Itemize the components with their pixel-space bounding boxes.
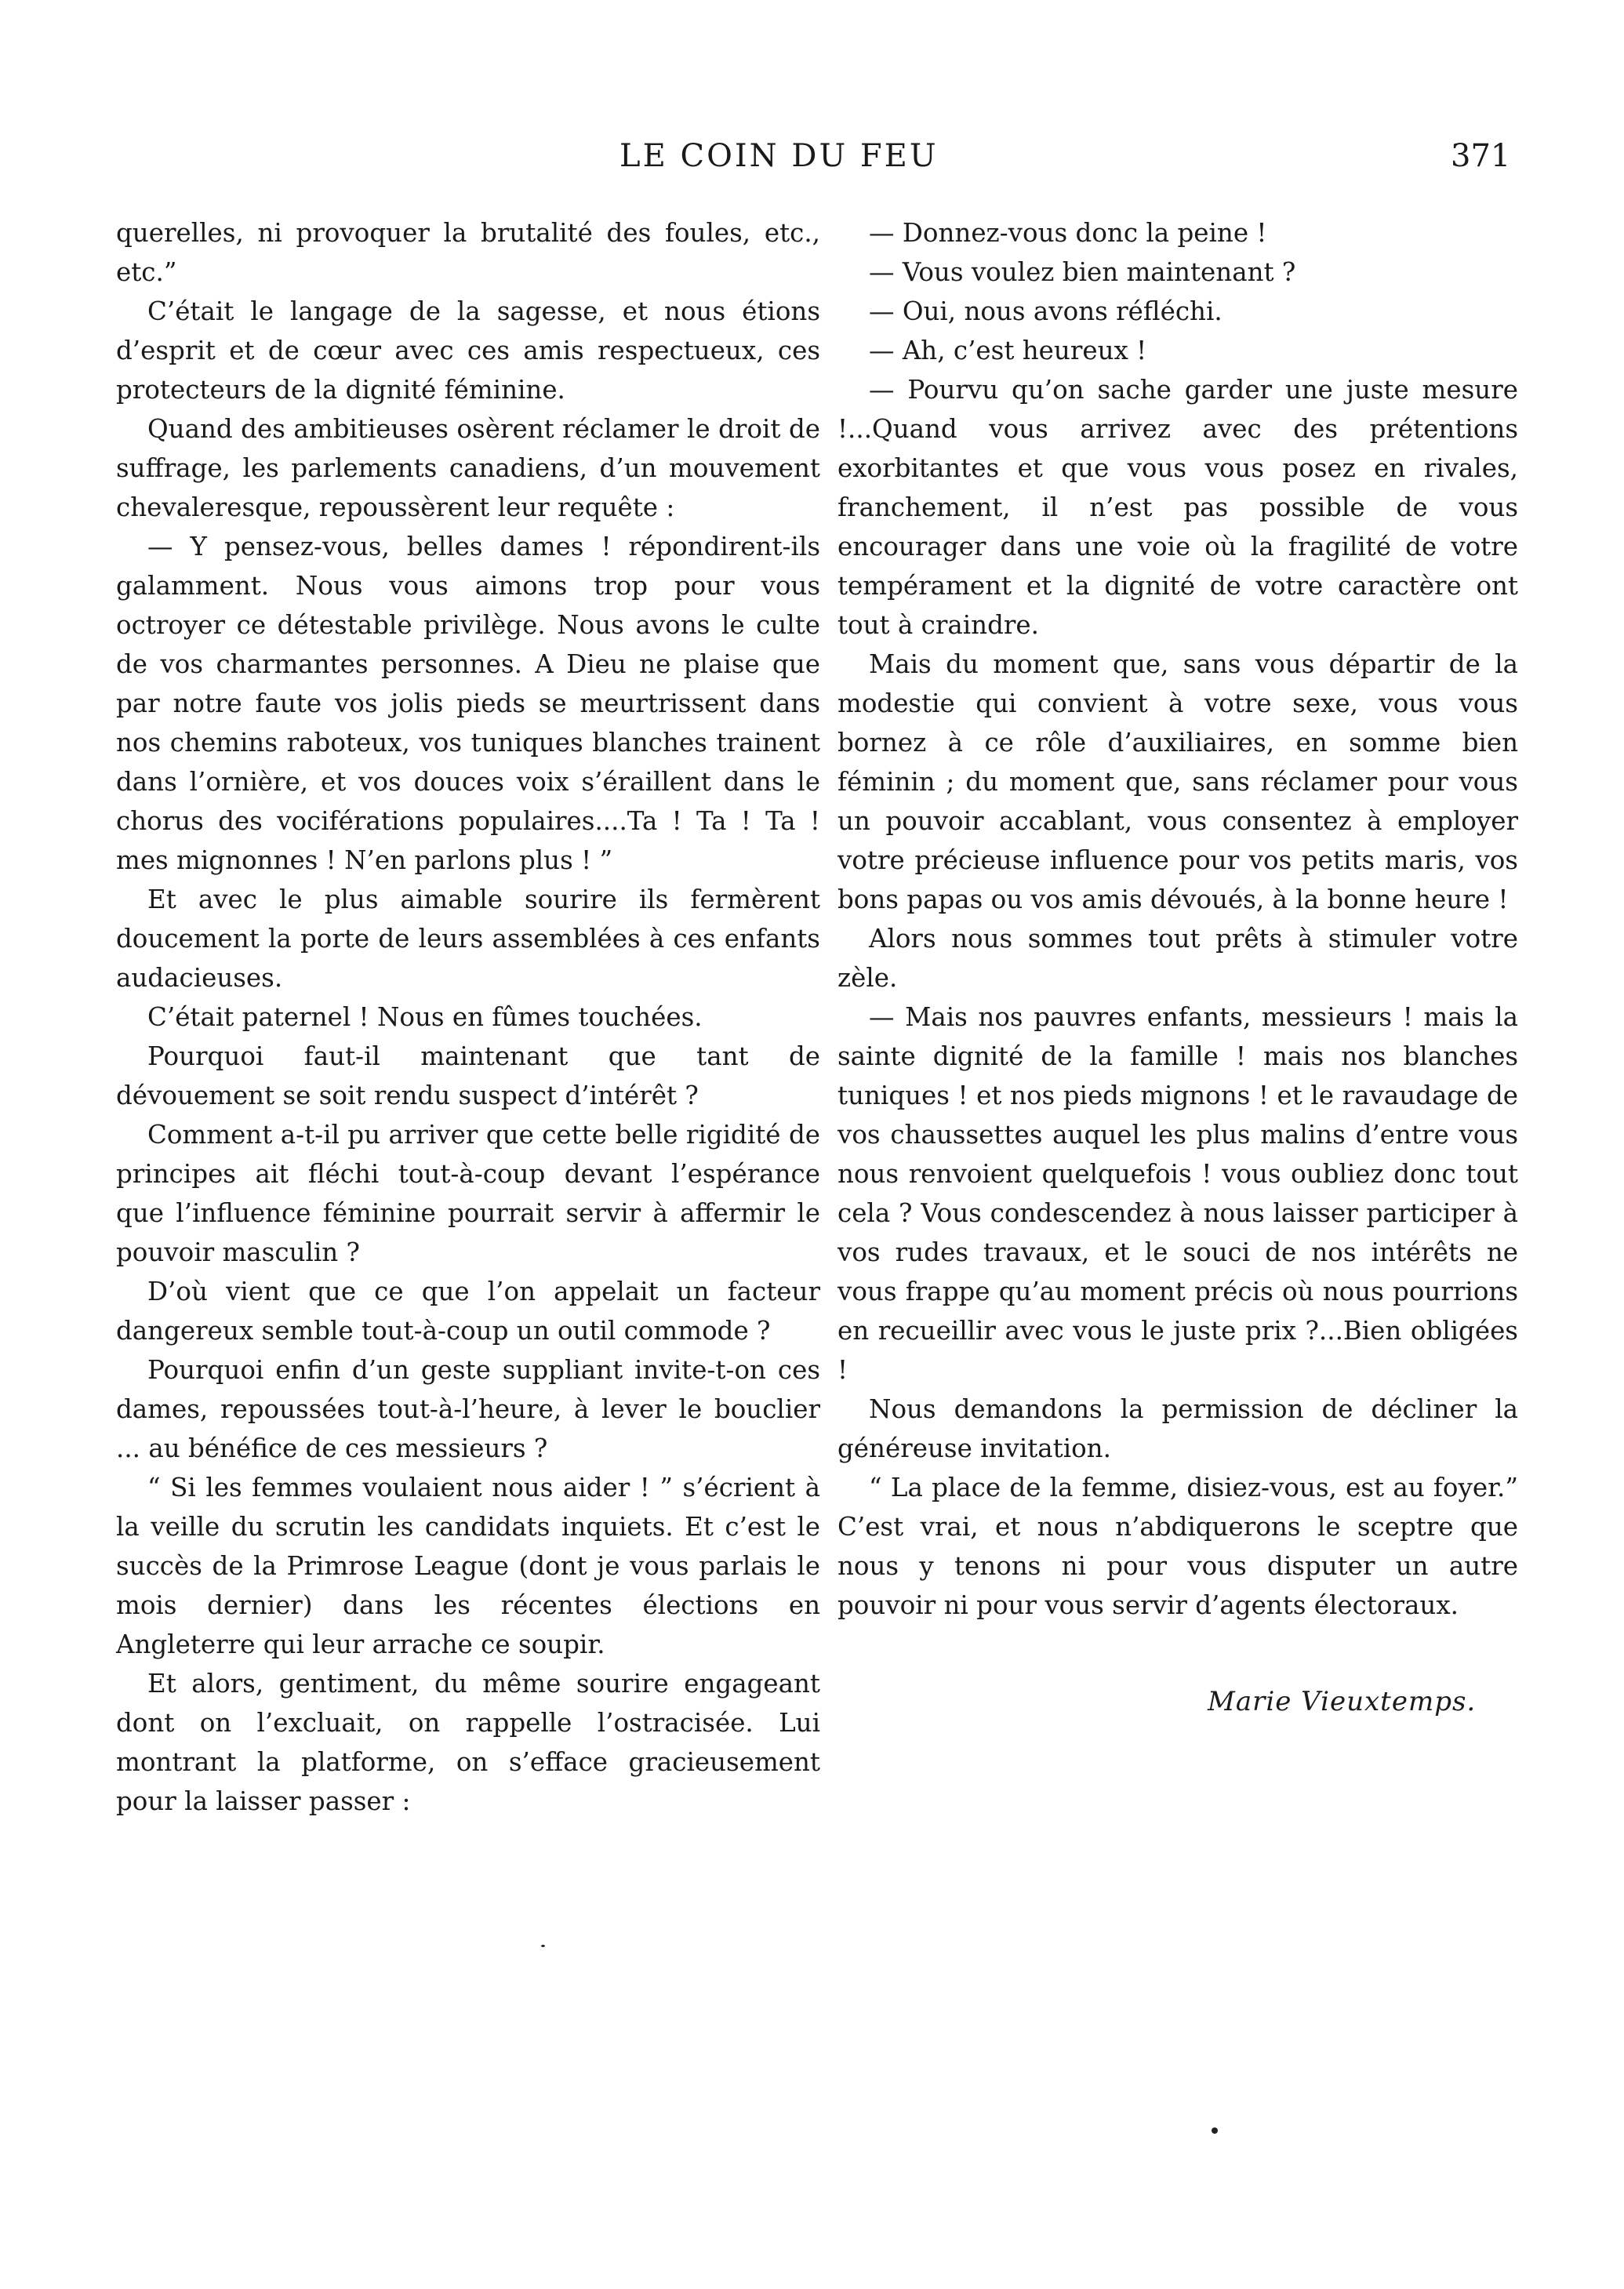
paragraph: — Donnez-vous donc la peine !	[869, 218, 1267, 248]
paragraph: Et avec le plus aimable sourire ils fermèrent doucement la porte de leurs assemblées à ces enfants audacieuses.	[116, 885, 820, 993]
paragraph: Mais du moment que, sans vous départir de la modestie qui convient à votre sexe, vous vous bornez à ce rôle d’auxiliaires, en somme bien féminin ; du moment que, sans réclamer pour vous un pouvoir accablant, vous consentez à employer votre précieuse influence pour vos petits maris, vos bons papas ou vos amis dévoués, à la bonne heure !	[837, 649, 1518, 914]
ink-speck	[1212, 2127, 1218, 2134]
paragraph: C’était paternel ! Nous en fûmes touchées.	[147, 1002, 703, 1032]
paragraph: querelles, ni provoquer la brutalité des foules, etc., etc.”	[116, 218, 820, 287]
paragraph: Et alors, gentiment, du même sourire engageant dont on l’excluait, on rappelle l’ostracisée. Lui montrant la platforme, on s’efface gracieusement pour la laisser passer :	[116, 1669, 820, 1816]
paragraph: D’où vient que ce que l’on appelait un facteur dangereux semble tout-à-coup un outil commode ?	[116, 1277, 820, 1346]
right-column	[837, 213, 1518, 1625]
paragraph: — Vous voulez bien maintenant ?	[869, 257, 1296, 287]
author-signature: Marie Vieuxtemps.	[1208, 1686, 1477, 1717]
ink-speck	[541, 1945, 545, 1947]
paragraph: — Ah, c’est heureux !	[869, 336, 1147, 365]
paragraph: Quand des ambitieuses osèrent réclamer le droit de suffrage, les parlements canadiens, d’un mouvement chevaleresque, repoussèrent leur requête :	[116, 414, 820, 522]
paragraph: Nous demandons la permission de décliner la généreuse invitation.	[837, 1394, 1518, 1463]
paragraph: — Oui, nous avons réfléchi.	[869, 296, 1223, 326]
paragraph: — Pourvu qu’on sache garder une juste mesure !...Quand vous arrivez avec des prétentions exorbitantes et que vous vous posez en rivales, franchement, il n’est pas possible de vous encourager dans une voie où la fragilité de votre tempérament et la dignité de votre caractère ont tout à craindre.	[837, 375, 1518, 640]
paragraph: C’était le langage de la sagesse, et nous étions d’esprit et de cœur avec ces amis respectueux, ces protecteurs de la dignité féminine.	[116, 296, 820, 405]
paragraph: “ La place de la femme, disiez-vous, est au foyer.” C’est vrai, et nous n’abdiquerons le sceptre que nous y tenons ni pour vous disputer un autre pouvoir ni pour vous servir d’agents électoraux.	[837, 1473, 1518, 1620]
paragraph: Pourquoi enfin d’un geste suppliant invite-t-on ces dames, repoussées tout-à-l’heure, à lever le bouclier ... au bénéfice de ces messieurs ?	[116, 1355, 820, 1463]
paragraph: Pourquoi faut-il maintenant que tant de dévouement se soit rendu suspect d’intérêt ?	[116, 1041, 820, 1110]
paragraph: — Y pensez-vous, belles dames ! répondirent-ils galamment. Nous vous aimons trop pour vous octroyer ce détestable privilège. Nous avons le culte de vos charmantes personnes. A Dieu ne plaise que par notre faute vos jolis pieds se meurtrissent dans nos chemins raboteux, vos tuniques blanches trainent dans l’ornière, et vos douces voix s’éraillent dans le chorus des vociférations populaires....Ta ! Ta ! Ta ! mes mignonnes ! N’en parlons plus ! ”	[116, 532, 820, 875]
paragraph: Comment a-t-il pu arriver que cette belle rigidité de principes ait fléchi tout-à-coup devant l’espérance que l’influence féminine pourrait servir à affermir le pouvoir masculin ?	[116, 1120, 820, 1267]
running-title: LE COIN DU FEU	[619, 138, 939, 174]
left-column	[116, 213, 820, 1821]
paragraph: — Mais nos pauvres enfants, messieurs ! mais la sainte dignité de la famille ! mais nos blanches tuniques ! et nos pieds mignons ! et le ravaudage de vos chaussettes auquel les plus malins d’entre vous nous renvoient quelquefois ! vous oubliez donc tout cela ? Vous condescendez à nous laisser participer à vos rudes travaux, et le souci de nos intérêts ne vous frappe qu’au moment précis où nous pourrions en recueillir avec vous le juste prix ?...Bien obligées !	[837, 1002, 1518, 1385]
page-header	[0, 138, 1624, 185]
paragraph: “ Si les femmes voulaient nous aider ! ” s’écrient à la veille du scrutin les candidats inquiets. Et c’est le succès de la Primrose League (dont je vous parlais le mois dernier) dans les récentes élections en Angleterre qui leur arrache ce soupir.	[116, 1473, 820, 1659]
paragraph: Alors nous sommes tout prêts à stimuler votre zèle.	[837, 924, 1518, 993]
page-number: 371	[1451, 138, 1511, 174]
